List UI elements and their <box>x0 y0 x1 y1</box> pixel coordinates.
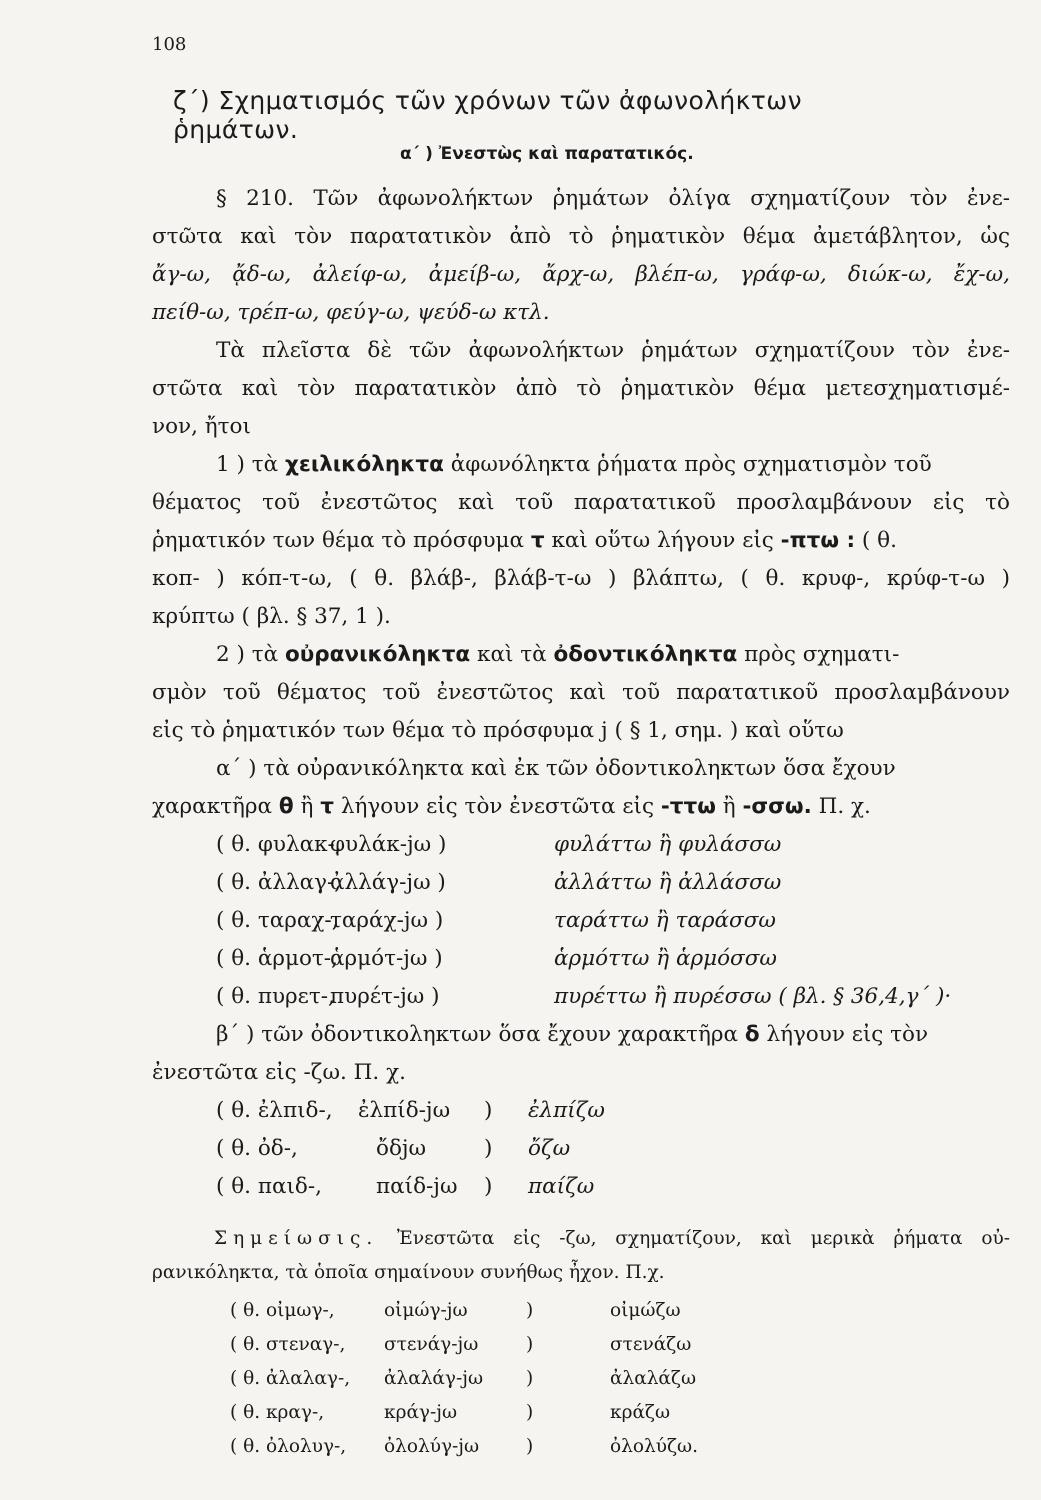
result-cell: πυρέττω ἢ πυρέσσω ( βλ. § 36,4,γ΄ )· <box>554 984 952 1009</box>
term-bold: θ <box>278 794 294 819</box>
form-cell: παίδ-jω <box>376 1174 458 1199</box>
text-line: στῶτα καὶ τὸν παρατατικὸν ἀπὸ τὸ ῥηματικὸν θέμα ἀμετάβλητον, ὡς <box>152 224 1010 249</box>
text-line: πείθ-ω, τρέπ-ω, φεύγ-ω, ψεύδ-ω κτλ. <box>152 300 550 325</box>
form-cell: στενάγ-jω <box>384 1334 479 1355</box>
theme-cell: ( θ. φυλακ-, <box>216 832 342 857</box>
result-cell: ἐλπίζω <box>528 1098 605 1123</box>
result-cell: στενάζω <box>610 1334 692 1355</box>
text-line: ἐνεστῶτα εἰς -ζω. Π. χ. <box>152 1060 406 1085</box>
term-bold: -πτω : <box>780 528 856 553</box>
bracket-cell: ) <box>526 1402 534 1423</box>
text-line <box>152 794 1010 819</box>
form-cell: ὄδjω <box>376 1136 427 1161</box>
text-line: στῶτα καὶ τὸν παρατατικὸν ἀπὸ τὸ ῥηματικὸν θέμα μετεσχηματισμέ- <box>152 376 1010 401</box>
result-cell: ἀλλάττω ἢ ἀλλάσσω <box>554 870 782 895</box>
text-run: λήγουν εἰς τὸν ἐνεστῶτα εἰς <box>334 794 661 819</box>
chapter-title: ζ΄) Σχηματισμός τῶν χρόνων τῶν ἀφωνολήκτων ῥημάτων. <box>173 86 802 144</box>
theme-cell: ( θ. ταραχ-, <box>216 908 339 933</box>
result-cell: ταράττω ἢ ταράσσω <box>554 908 776 933</box>
form-cell: ἀλλάγ-jω ) <box>330 870 446 895</box>
text-line <box>216 642 1010 667</box>
result-cell: κράζω <box>610 1402 671 1423</box>
form-cell: ἀλαλάγ-jω <box>384 1368 484 1389</box>
text-line <box>216 452 1010 477</box>
note-line <box>214 1228 1010 1249</box>
form-cell: ὀλολύγ-jω <box>384 1436 480 1457</box>
bracket-cell: ) <box>526 1300 534 1321</box>
theme-cell: ( θ. ἀλλαγ-, <box>216 870 342 895</box>
text-run: ῥηματικόν των θέμα τὸ πρόσφυμα <box>152 528 531 553</box>
page-number: 108 <box>152 34 187 55</box>
theme-cell: ( θ. κραγ-, <box>230 1402 325 1423</box>
form-cell: ἐλπίδ-jω <box>358 1098 451 1123</box>
text-run: 1 ) τὰ <box>216 452 285 477</box>
text-line <box>152 528 1010 553</box>
text-run: λήγουν εἰς τὸν <box>759 1022 929 1047</box>
text-run: β΄ ) τῶν ὀδοντικοληκτων ὅσα ἔχουν χαρακτῆρα <box>216 1022 745 1047</box>
result-cell: ἁρμόττω ἢ ἁρμόσσω <box>554 946 777 971</box>
text-run: 2 ) τὰ <box>216 642 285 667</box>
form-cell: κράγ-jω <box>384 1402 458 1423</box>
bracket-cell: ) <box>484 1136 493 1161</box>
form-cell: πυρέτ-jω ) <box>330 984 440 1009</box>
text-run: ἢ <box>715 794 743 819</box>
term-bold: ὀδοντικόληκτα <box>553 642 738 667</box>
text-line: α΄ ) τὰ οὐρανικόληκτα καὶ ἐκ τῶν ὀδοντικοληκτων ὅσα ἔχουν <box>216 756 896 781</box>
text-line: εἰς τὸ ῥηματικόν των θέμα τὸ πρόσφυμα j ( § 1, σημ. ) καὶ οὕτω <box>152 718 844 743</box>
text-line <box>216 1022 1010 1047</box>
theme-cell: ( θ. ὀλολυγ-, <box>230 1436 347 1457</box>
text-run: ἀφωνόληκτα ῥήματα πρὸς σχηματισμὸν τοῦ <box>443 452 932 477</box>
result-cell: ἀλαλάζω <box>610 1368 697 1389</box>
form-cell: οἰμώγ-jω <box>384 1300 468 1321</box>
theme-cell: ( θ. στεναγ-, <box>230 1334 346 1355</box>
text-line: κρύπτω ( βλ. § 37, 1 ). <box>152 604 391 629</box>
note-label: Σημείωσις. <box>214 1228 379 1249</box>
theme-cell: ( θ. ἐλπιδ-, <box>216 1098 333 1123</box>
text-run: πρὸς σχηματι- <box>737 642 900 667</box>
theme-cell: ( θ. ἁρμοτ-, <box>216 946 338 971</box>
theme-cell: ( θ. πυρετ-, <box>216 984 335 1009</box>
theme-cell: ( θ. παιδ-, <box>216 1174 322 1199</box>
result-cell: ὀλολύζω. <box>610 1436 698 1457</box>
text-line: σμὸν τοῦ θέματος τοῦ ἐνεστῶτος καὶ τοῦ παρατατικοῦ προσλαμβάνουν <box>152 680 1010 705</box>
text-line: ἄγ-ω, ᾄδ-ω, ἀλείφ-ω, ἀμείβ-ω, ἄρχ-ω, βλέπ-ω, γράφ-ω, διώκ-ω, ἔχ-ω, <box>152 262 1010 287</box>
term-bold: τ <box>320 794 334 819</box>
text-line: θέματος τοῦ ἐνεστῶτος καὶ τοῦ παρατατικοῦ προσλαμβάνουν εἰς τὸ <box>152 490 1010 515</box>
section-title: α΄ ) Ἐνεστὼς καὶ παρατατικός. <box>400 144 694 164</box>
text-run: χαρακτῆρα <box>152 794 279 819</box>
term-bold: -σσω. <box>742 794 812 819</box>
text-run: Π. χ. <box>811 794 871 819</box>
note-line: ρανικόληκτα, τὰ ὁποῖα σημαίνουν συνήθως ἦχον. Π.χ. <box>152 1262 665 1283</box>
result-cell: παίζω <box>528 1174 595 1199</box>
term-bold: χειλικόληκτα <box>284 452 444 477</box>
form-cell: φυλάκ-jω ) <box>330 832 447 857</box>
bracket-cell: ) <box>526 1436 534 1457</box>
text-line: § 210. Τῶν ἀφωνολήκτων ῥημάτων ὀλίγα σχηματίζουν τὸν ἐνε- <box>216 186 1010 211</box>
term-bold: τ <box>530 528 545 553</box>
form-cell: ταράχ-jω ) <box>330 908 444 933</box>
text-line: κοπ- ) κόπ-τ-ω, ( θ. βλάβ-, βλάβ-τ-ω ) βλάπτω, ( θ. κρυφ-, κρύφ-τ-ω ) <box>152 566 1010 591</box>
theme-cell: ( θ. ἀλαλαγ-, <box>230 1368 351 1389</box>
bracket-cell: ) <box>526 1368 534 1389</box>
text-run: Ἐνεστῶτα εἰς -ζω, σχηματίζουν, καὶ μερικὰ ῥήματα οὐ- <box>378 1228 1010 1249</box>
text-run: καὶ οὕτω λήγουν εἰς <box>544 528 781 553</box>
text-line: Τὰ πλεῖστα δὲ τῶν ἀφωνολήκτων ῥημάτων σχηματίζουν τὸν ἐνε- <box>216 338 1010 363</box>
theme-cell: ( θ. ὀδ-, <box>216 1136 298 1161</box>
text-run: καὶ τὰ <box>470 642 554 667</box>
bracket-cell: ) <box>484 1174 493 1199</box>
term-bold: δ <box>744 1022 760 1047</box>
text-run: ἢ <box>293 794 321 819</box>
bracket-cell: ) <box>484 1098 493 1123</box>
bracket-cell: ) <box>526 1334 534 1355</box>
term-bold: οὐρανικόληκτα <box>284 642 471 667</box>
result-cell: ὄζω <box>528 1136 571 1161</box>
result-cell: φυλάττω ἢ φυλάσσω <box>554 832 782 857</box>
text-line: νον, ἤτοι <box>152 414 251 439</box>
theme-cell: ( θ. οἰμωγ-, <box>230 1300 335 1321</box>
term-bold: -ττω <box>660 794 716 819</box>
text-run: ( θ. <box>855 528 897 553</box>
form-cell: ἁρμότ-jω ) <box>330 946 443 971</box>
result-cell: οἰμώζω <box>610 1300 681 1321</box>
